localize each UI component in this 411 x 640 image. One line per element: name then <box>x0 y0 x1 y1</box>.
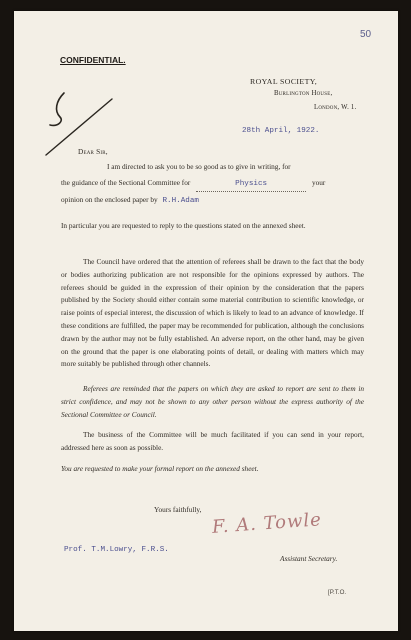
salutation: Dear Sir, <box>78 147 108 156</box>
request-line2-prefix: the guidance of the Sectional Committee for <box>61 178 191 187</box>
signer-title: Assistant Secretary. <box>280 554 338 563</box>
org-name: ROYAL SOCIETY, <box>250 77 318 86</box>
closing: Yours faithfully, <box>154 505 202 514</box>
request-line1: I am directed to ask you to be so good as to give in writing, for <box>107 162 291 171</box>
request-line2-suffix: your <box>311 178 326 187</box>
business-paragraph: The business of the Committee will be much facilitated if you can send in your report, addressed here as soon as possible. <box>61 430 364 452</box>
council-paragraph: The Council have ordered that the attention of referees shall be drawn to the fact that the body or bodies authorizing publication are not responsible for the opinions expressed by authors. The referees should be guided in the expression of their opinion by the consideration that the papers published by the Society should either contain some material contribution to scientific knowledge, or raise points of especial interest, the discussion of which is likely to lead to an advance of knowledge. If these conditions are fulfilled, the paper may be recommended for publication, although the conclusions drawn by the author may not be fully established. An adverse report, on the other hand, may be given on the ground that the paper is one elaborating points of detail, or dealing with matters which may more suitably be published through other channels. <box>61 257 364 369</box>
questions-paragraph: In particular you are requested to reply to the questions stated on the annexed sheet. <box>61 221 306 230</box>
org-address-line1: Burlington House, <box>274 90 333 97</box>
author-field: R.H.Adam <box>162 197 199 205</box>
confidential-heading: CONFIDENTIAL. <box>60 55 126 65</box>
formal-report-paragraph: You are requested to make your formal report on the annexed sheet. <box>61 464 259 473</box>
page-number: 50 <box>360 29 372 40</box>
request-line2 <box>61 177 325 192</box>
confidence-paragraph: Referees are reminded that the papers on which they are asked to report are sent to them in strict confidence, and may not be shown to any other person without the express authority of the Sectional Committee or Council. <box>61 384 364 419</box>
committee-field: Physics <box>196 178 306 192</box>
pto-note: [P.T.O. <box>328 589 347 596</box>
recipient: Prof. T.M.Lowry, F.R.S. <box>64 546 169 554</box>
request-line3 <box>61 194 199 208</box>
letter-page <box>14 11 398 631</box>
handwritten-signature: F. A. Towle <box>211 509 323 538</box>
org-address-line2: London, W. 1. <box>314 104 357 111</box>
request-line3-prefix: opinion on the enclosed paper by <box>61 195 158 204</box>
letter-date: 28th April, 1922. <box>242 127 320 135</box>
